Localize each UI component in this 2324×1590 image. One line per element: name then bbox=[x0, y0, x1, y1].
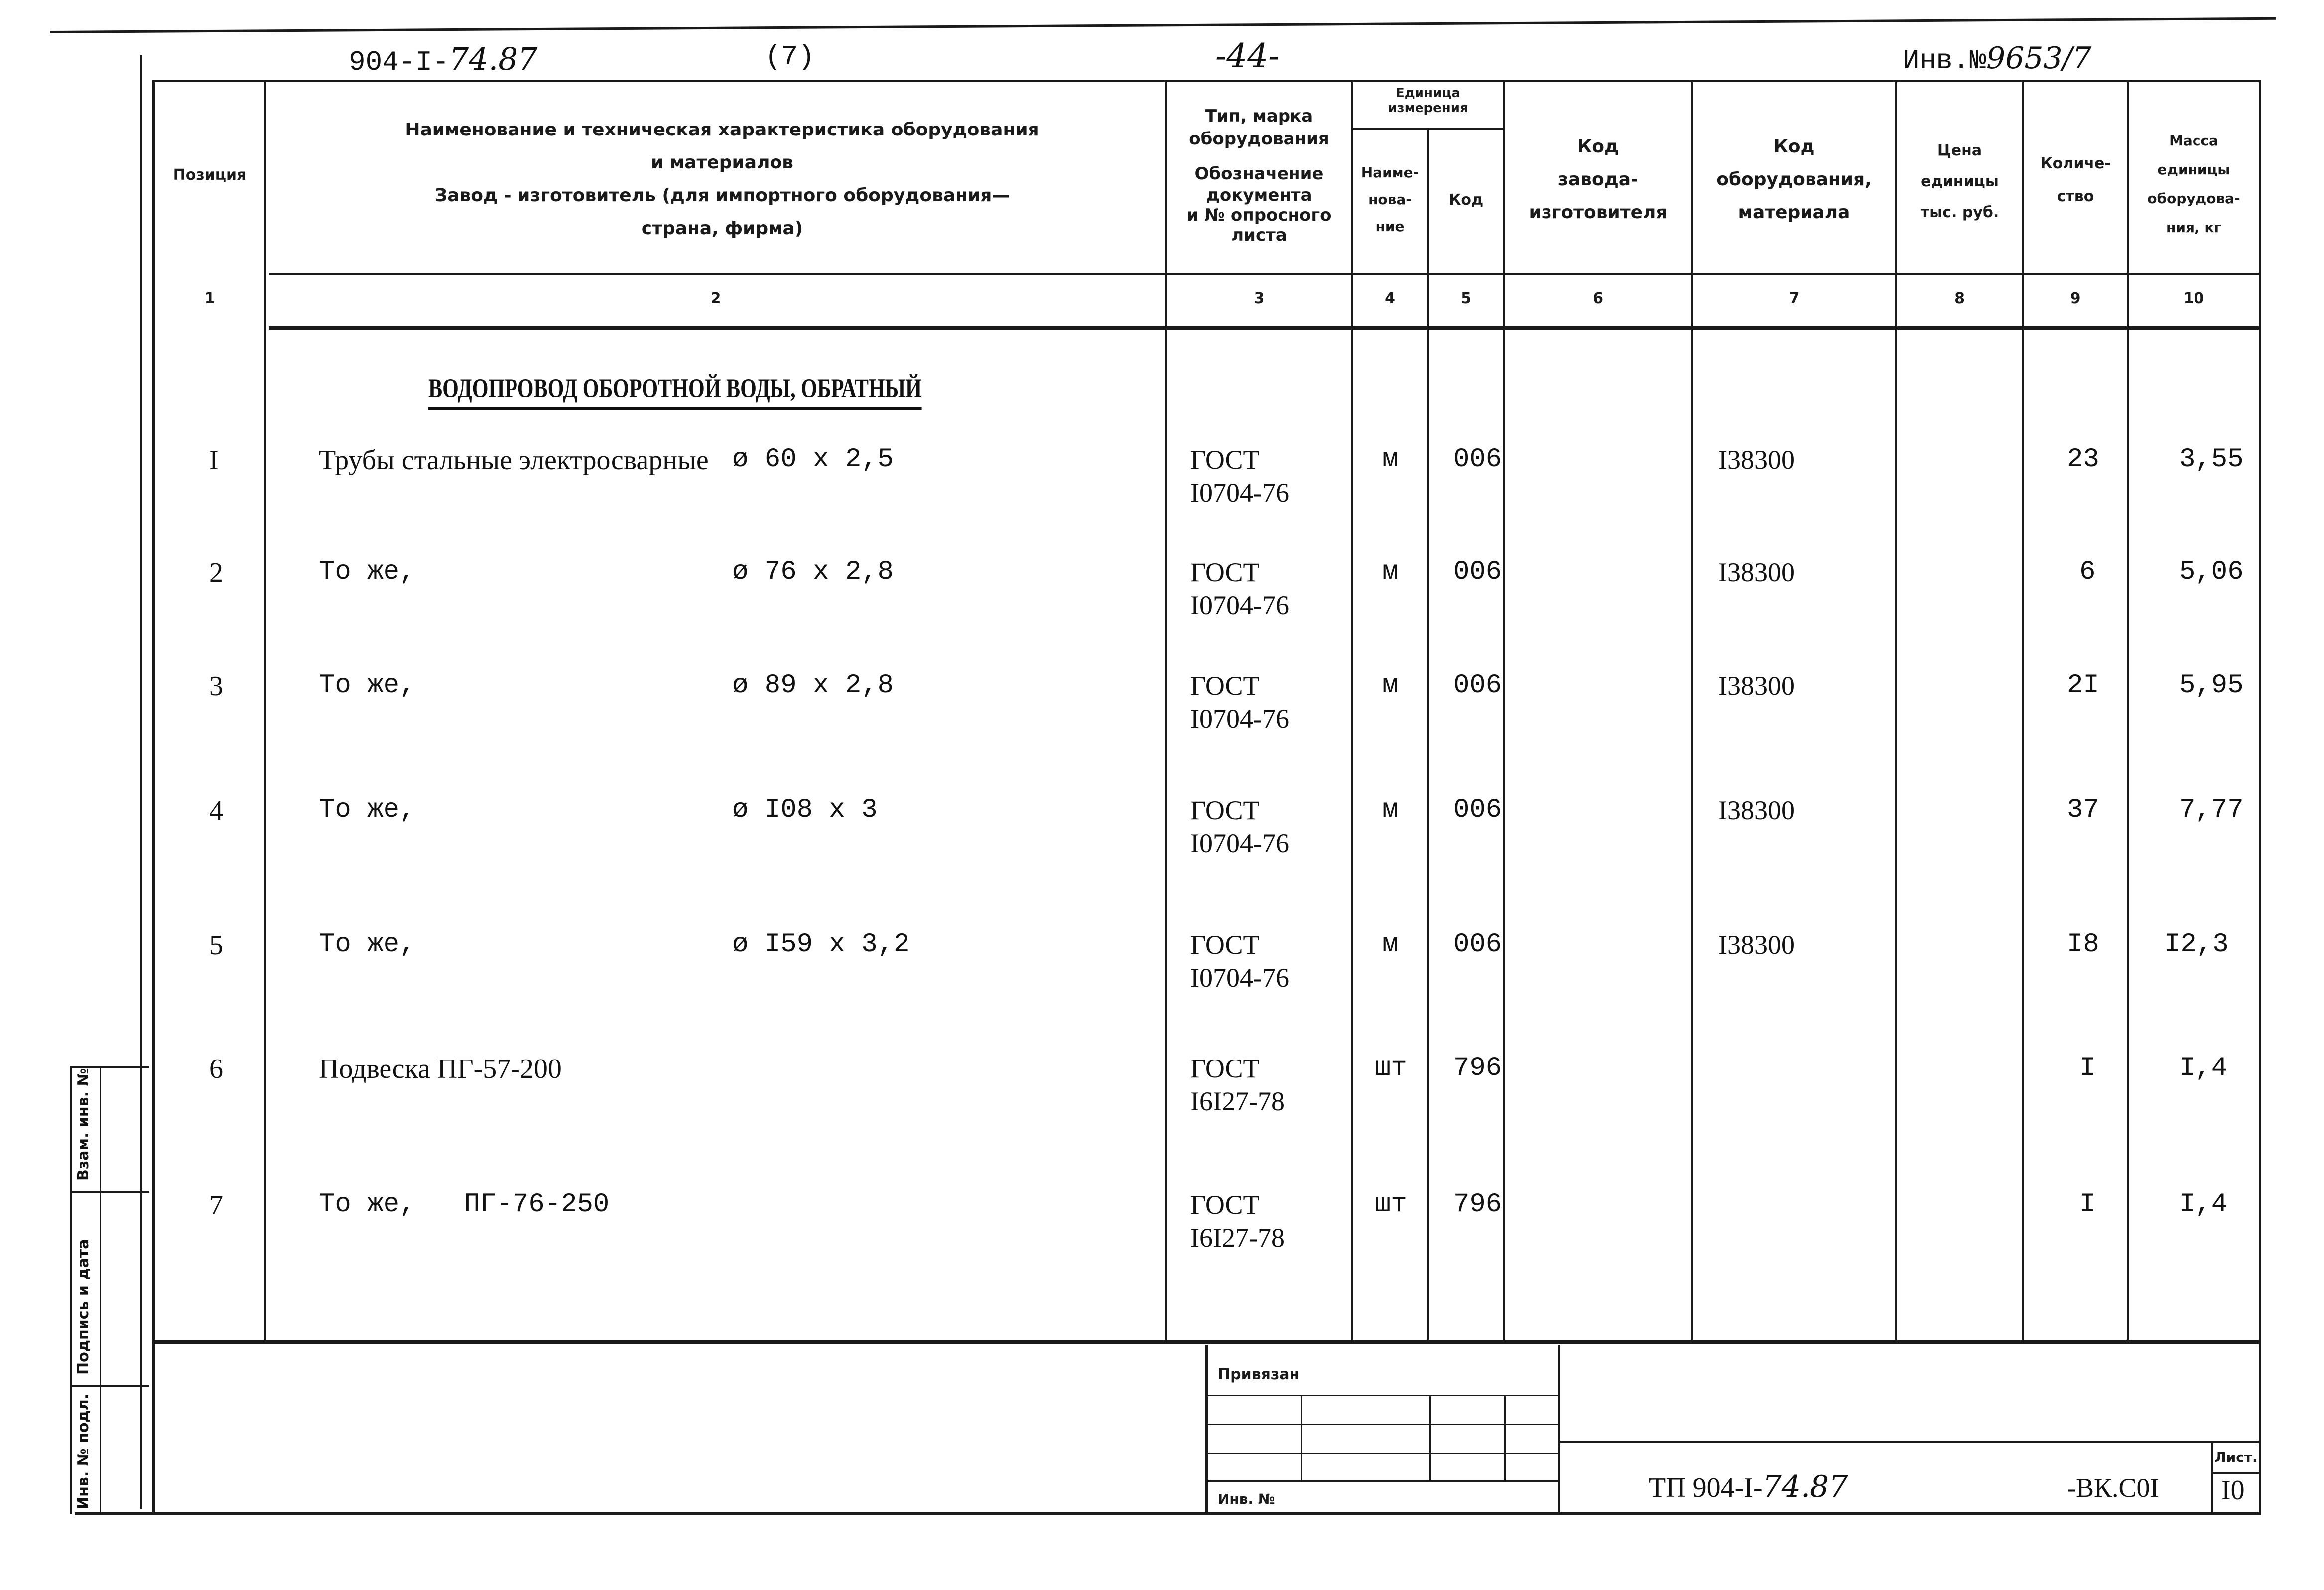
row-1-unit-code: 006 bbox=[1453, 444, 1502, 475]
column-number-6: 6 bbox=[1593, 290, 1603, 307]
col-divider-9 bbox=[2127, 80, 2129, 1340]
binding-box-row4 bbox=[1205, 1480, 1559, 1482]
unit-group-divider bbox=[1351, 128, 1505, 130]
binding-box-left bbox=[1205, 1345, 1208, 1514]
row-2-doc2: I0704-76 bbox=[1190, 590, 1289, 620]
frame-right bbox=[2259, 80, 2261, 1514]
page-mark: -44- bbox=[1215, 37, 1280, 75]
header-name-line2: и материалов bbox=[651, 152, 793, 173]
row-5-mass: I2,3 bbox=[2164, 929, 2229, 960]
header-mass-line3: оборудова- bbox=[2147, 190, 2240, 207]
column-number-8: 8 bbox=[1954, 290, 1965, 307]
side-stamp-sep1 bbox=[70, 1191, 149, 1192]
header-factory-line3: изготовителя bbox=[1529, 202, 1668, 223]
header-bottom bbox=[269, 273, 2259, 275]
column-number-9: 9 bbox=[2070, 290, 2081, 307]
binding-box-col1 bbox=[1301, 1395, 1302, 1480]
side-stamp-top bbox=[70, 1066, 149, 1068]
side-stamp-left bbox=[70, 1066, 72, 1514]
row-6-unit: шт bbox=[1375, 1053, 1407, 1083]
binding-box-col3 bbox=[1504, 1395, 1506, 1480]
binding-box-row2 bbox=[1205, 1424, 1559, 1425]
col-divider-5 bbox=[1503, 80, 1505, 1340]
row-3-size: ø 89 x 2,8 bbox=[732, 670, 894, 701]
row-6-quantity: I bbox=[2079, 1053, 2096, 1083]
binding-box-col2 bbox=[1429, 1395, 1431, 1480]
row-6-unit-code: 796 bbox=[1453, 1053, 1502, 1083]
row-5-quantity: I8 bbox=[2067, 929, 2099, 960]
row-2-name: То же, bbox=[319, 557, 416, 587]
row-6-mass: I,4 bbox=[2179, 1053, 2228, 1083]
table-bottom bbox=[152, 1340, 2261, 1344]
col-divider-2 bbox=[1165, 80, 1167, 1340]
project-code bbox=[1649, 1469, 1848, 1505]
header-mass-line2: единицы bbox=[2157, 161, 2230, 178]
document-number bbox=[349, 41, 537, 78]
row-1-mass: 3,55 bbox=[2179, 444, 2244, 475]
row-2-quantity: 6 bbox=[2079, 557, 2096, 587]
inventory-handwritten: 9653/7 bbox=[1986, 41, 2092, 76]
row-5-position: 5 bbox=[209, 930, 223, 961]
binding-box-right bbox=[1558, 1345, 1560, 1514]
header-unit-group bbox=[1353, 86, 1503, 116]
row-3-doc1: ГОСТ bbox=[1190, 671, 1260, 701]
header-mass-line1: Масса bbox=[2169, 132, 2218, 149]
project-code-suffix: -ВК.С0I bbox=[2067, 1473, 2159, 1503]
sheet-part: (7) bbox=[765, 41, 815, 73]
binding-inv-label: Инв. № bbox=[1218, 1491, 1275, 1507]
inventory-prefix: Инв.№ bbox=[1903, 45, 1987, 77]
side-stamp-mid bbox=[100, 1066, 101, 1514]
frame-left bbox=[152, 80, 155, 1514]
row-4-material-code: I38300 bbox=[1718, 795, 1795, 825]
sheet-top-edge bbox=[50, 17, 2276, 33]
header-unit-line2: измерения bbox=[1388, 101, 1468, 116]
row-4-unit-code: 006 bbox=[1453, 795, 1502, 825]
column-number-7: 7 bbox=[1789, 290, 1800, 307]
col-divider-6 bbox=[1691, 80, 1693, 1340]
row-6-position: 6 bbox=[209, 1054, 223, 1084]
header-unit-name-line1: Наиме- bbox=[1361, 164, 1419, 181]
table-top bbox=[152, 80, 2261, 82]
row-1-name: Трубы стальные электросварные bbox=[319, 445, 709, 476]
document-number-handwritten: 74.87 bbox=[449, 41, 538, 77]
header-type-line1: Тип, марка bbox=[1205, 106, 1313, 126]
row-1-doc1: ГОСТ bbox=[1190, 445, 1260, 475]
header-doc-line4: листа bbox=[1231, 225, 1287, 245]
row-7-name: То же, ПГ-76-250 bbox=[319, 1190, 610, 1220]
row-4-size: ø I08 x 3 bbox=[732, 795, 878, 825]
header-unit-name bbox=[1353, 159, 1427, 240]
header-material-line1: Код bbox=[1773, 136, 1815, 157]
binding-box-row3 bbox=[1205, 1453, 1559, 1454]
title-block-top bbox=[1559, 1441, 2259, 1443]
row-2-mass: 5,06 bbox=[2179, 557, 2244, 587]
header-position: Позиция bbox=[173, 166, 247, 184]
binding-box-row1 bbox=[1205, 1395, 1559, 1396]
row-3-unit-code: 006 bbox=[1453, 670, 1502, 701]
row-7-doc2: I6I27-78 bbox=[1190, 1223, 1285, 1253]
project-code-prefix: ТП 904-I- bbox=[1649, 1472, 1763, 1503]
row-3-quantity: 2I bbox=[2067, 670, 2099, 701]
header-price-line1: Цена bbox=[1937, 142, 1982, 159]
header-material-line2: оборудования, bbox=[1716, 169, 1872, 190]
row-4-doc2: I0704-76 bbox=[1190, 828, 1289, 858]
col-divider-3 bbox=[1351, 80, 1353, 1340]
header-quantity-line2: ство bbox=[2057, 188, 2094, 205]
header-doc-line1: Обозначение bbox=[1194, 164, 1324, 184]
row-2-doc1: ГОСТ bbox=[1190, 557, 1260, 587]
side-stamp-sep2 bbox=[70, 1385, 149, 1387]
inventory-number bbox=[1903, 41, 2091, 77]
row-1-size: ø 60 x 2,5 bbox=[732, 444, 894, 475]
column-number-3: 3 bbox=[1254, 290, 1265, 307]
binding-label: Привязан bbox=[1218, 1366, 1300, 1383]
row-2-material-code: I38300 bbox=[1718, 557, 1795, 587]
sheet-box-divider bbox=[2211, 1472, 2259, 1474]
col-divider-8 bbox=[2022, 80, 2024, 1340]
row-2-position: 2 bbox=[209, 557, 223, 588]
header-name-line1: Наименование и техническая характеристика оборудования bbox=[405, 120, 1039, 140]
row-3-position: 3 bbox=[209, 671, 223, 702]
row-7-doc1: ГОСТ bbox=[1190, 1190, 1260, 1220]
row-6-doc1: ГОСТ bbox=[1190, 1054, 1260, 1083]
row-6-doc2: I6I27-78 bbox=[1190, 1086, 1285, 1116]
row-5-unit-code: 006 bbox=[1453, 929, 1502, 960]
row-1-unit: м bbox=[1382, 444, 1399, 475]
project-code-handwritten: 74.87 bbox=[1762, 1469, 1848, 1504]
row-2-unit: м bbox=[1382, 557, 1399, 587]
column-number-10: 10 bbox=[2183, 290, 2204, 307]
row-5-name: То же, bbox=[319, 929, 416, 960]
header-price-line3: тыс. руб. bbox=[1920, 204, 1999, 221]
side-stamp-signature-date: Подпись и дата bbox=[75, 1239, 92, 1375]
row-1-position: I bbox=[209, 445, 219, 476]
header-price-line2: единицы bbox=[1921, 173, 1999, 190]
header-unit-name-line2: нова- bbox=[1368, 191, 1412, 208]
side-stamp-replaced-inv: Взам. инв. № bbox=[75, 1068, 92, 1181]
row-5-material-code: I38300 bbox=[1718, 930, 1795, 960]
frame-bottom bbox=[75, 1512, 2261, 1515]
sheet-number: I0 bbox=[2221, 1475, 2245, 1506]
row-7-unit-code: 796 bbox=[1453, 1190, 1502, 1220]
header-type-line2: оборудования bbox=[1189, 129, 1329, 149]
side-stamp-original-inv: Инв. № подл. bbox=[75, 1393, 92, 1509]
row-4-position: 4 bbox=[209, 795, 223, 826]
row-4-doc1: ГОСТ bbox=[1190, 795, 1260, 825]
col-divider-1 bbox=[264, 80, 266, 1340]
header-type-doc bbox=[1167, 105, 1351, 245]
row-3-material-code: I38300 bbox=[1718, 671, 1795, 701]
header-unit-code: Код bbox=[1448, 191, 1484, 209]
row-1-material-code: I38300 bbox=[1718, 445, 1795, 475]
numbers-row-bottom bbox=[269, 326, 2259, 330]
row-3-name: То же, bbox=[319, 670, 416, 701]
header-factory-line1: Код bbox=[1577, 136, 1619, 157]
row-5-doc1: ГОСТ bbox=[1190, 930, 1260, 960]
row-6-name: Подвеска ПГ-57-200 bbox=[319, 1054, 562, 1084]
row-2-unit-code: 006 bbox=[1453, 557, 1502, 587]
document-number-prefix: 904-I- bbox=[349, 46, 449, 78]
row-7-quantity: I bbox=[2079, 1190, 2096, 1220]
col-divider-4 bbox=[1427, 129, 1429, 1340]
row-4-unit: м bbox=[1382, 795, 1399, 825]
col-divider-7 bbox=[1895, 80, 1897, 1340]
row-1-doc2: I0704-76 bbox=[1190, 478, 1289, 508]
header-name bbox=[299, 114, 1146, 245]
header-doc-line3: и № опросного bbox=[1186, 205, 1332, 225]
header-material-code bbox=[1693, 131, 1895, 229]
header-mass bbox=[2129, 127, 2259, 242]
row-4-quantity: 37 bbox=[2067, 795, 2099, 825]
sheet-label: Лист. bbox=[2214, 1449, 2258, 1465]
row-4-name: То же, bbox=[319, 795, 416, 825]
header-price bbox=[1897, 135, 2022, 228]
section-title: ВОДОПРОВОД ОБОРОТНОЙ ВОДЫ, ОБРАТНЫЙ bbox=[428, 373, 922, 410]
row-5-size: ø I59 x 3,2 bbox=[732, 929, 910, 960]
row-3-doc2: I0704-76 bbox=[1190, 704, 1289, 734]
row-5-unit: м bbox=[1382, 929, 1399, 960]
header-name-line3: Завод - изготовитель (для импортного оборудования— bbox=[434, 185, 1010, 206]
row-2-size: ø 76 x 2,8 bbox=[732, 557, 894, 587]
row-7-unit: шт bbox=[1375, 1190, 1407, 1220]
header-material-line3: материала bbox=[1738, 202, 1850, 223]
header-factory-line2: завода- bbox=[1557, 169, 1639, 190]
header-quantity-line1: Количе- bbox=[2040, 155, 2111, 172]
column-number-1: 1 bbox=[204, 290, 215, 307]
header-factory-code bbox=[1505, 131, 1691, 229]
header-mass-line4: ния, кг bbox=[2166, 219, 2221, 236]
header-quantity bbox=[2024, 147, 2127, 213]
header-name-line4: страна, фирма) bbox=[641, 218, 803, 239]
column-number-5: 5 bbox=[1461, 290, 1471, 307]
row-4-mass: 7,77 bbox=[2179, 795, 2244, 825]
column-number-2: 2 bbox=[710, 290, 721, 307]
header-unit-name-line3: ние bbox=[1375, 218, 1405, 235]
row-1-quantity: 23 bbox=[2067, 444, 2099, 475]
sheet-left-edge bbox=[140, 55, 142, 1509]
column-number-4: 4 bbox=[1385, 290, 1395, 307]
row-7-position: 7 bbox=[209, 1190, 223, 1221]
row-3-mass: 5,95 bbox=[2179, 670, 2244, 701]
row-7-mass: I,4 bbox=[2179, 1190, 2228, 1220]
header-unit-line1: Единица bbox=[1396, 86, 1460, 101]
row-3-unit: м bbox=[1382, 670, 1399, 701]
row-5-doc2: I0704-76 bbox=[1190, 963, 1289, 993]
header-doc-line2: документа bbox=[1206, 185, 1312, 205]
